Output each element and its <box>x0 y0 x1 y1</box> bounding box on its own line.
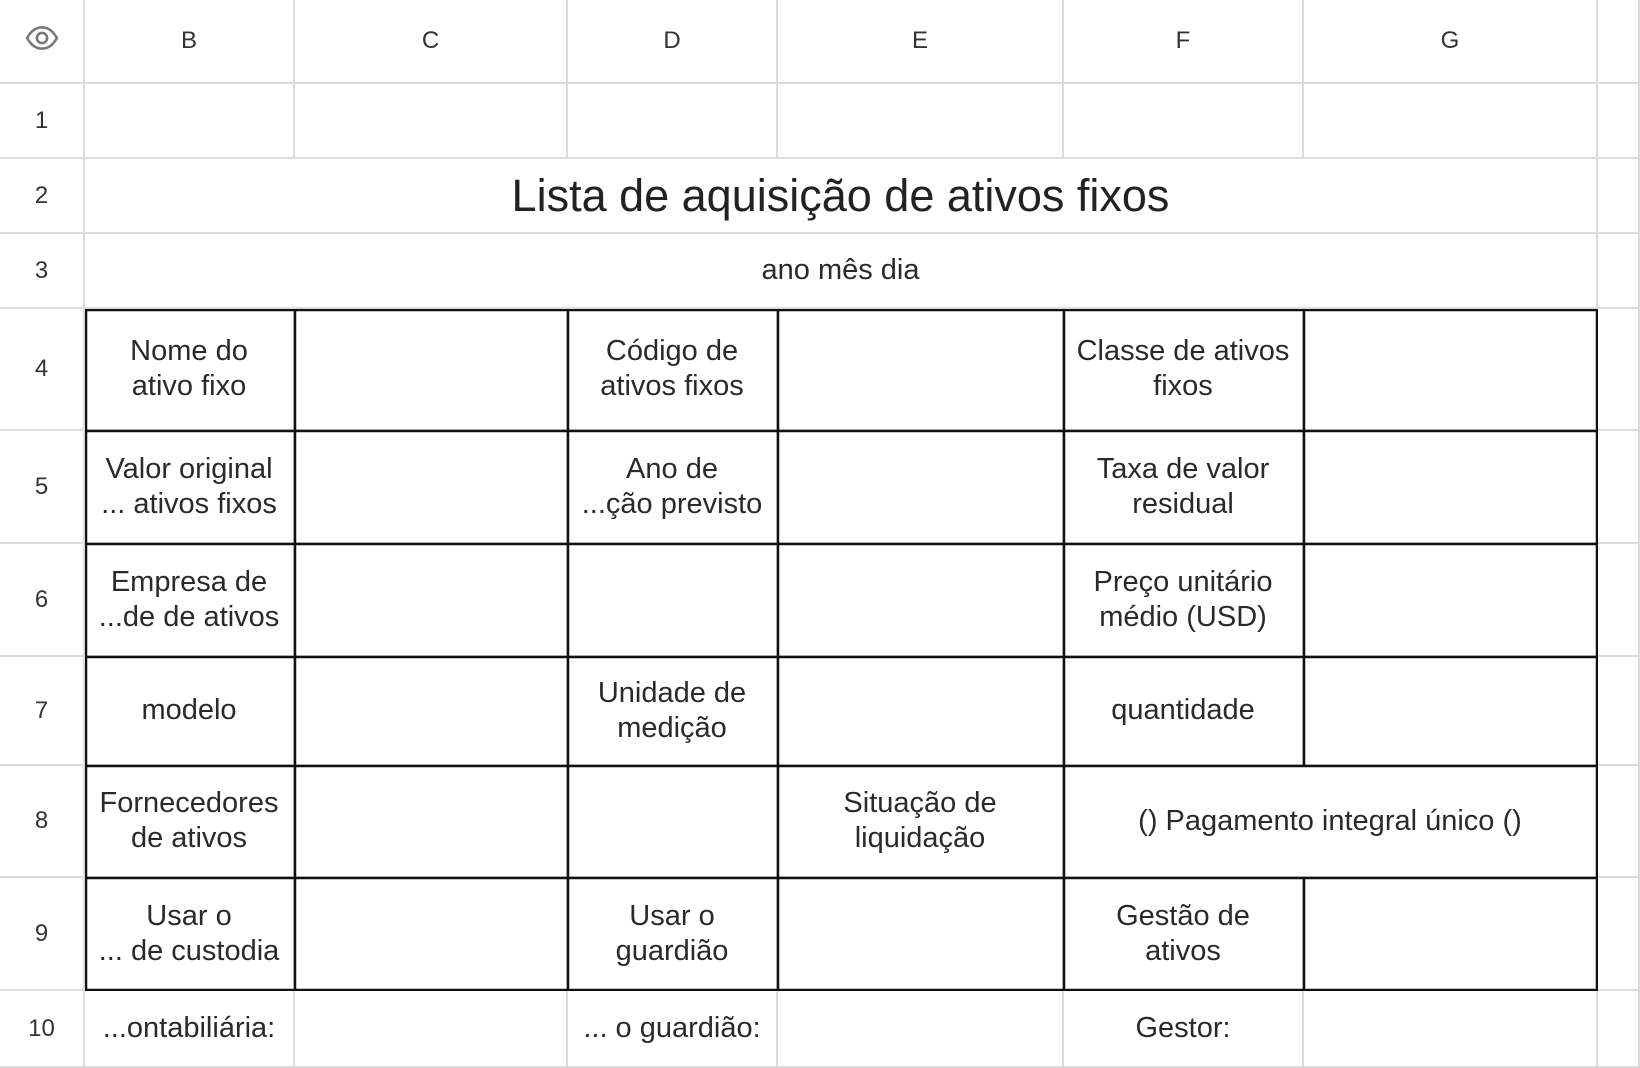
cell-h6[interactable] <box>1598 544 1640 657</box>
input-average-unit-price[interactable] <box>1304 544 1598 657</box>
label-line: Preço unitário <box>1093 565 1273 598</box>
row-header-8[interactable]: 8 <box>0 766 85 878</box>
cell-h7[interactable] <box>1598 657 1640 766</box>
column-header-b[interactable]: B <box>85 0 295 84</box>
row-header-4[interactable]: 4 <box>0 309 85 431</box>
label-original-value[interactable] <box>85 431 295 544</box>
cell-f1[interactable] <box>1064 84 1304 159</box>
label-line: médio (USD) <box>1099 600 1267 633</box>
label-line: Unidade de <box>597 676 747 709</box>
input-asset-class[interactable] <box>1304 309 1598 431</box>
label-asset-name[interactable] <box>85 309 295 431</box>
row-header-2[interactable]: 2 <box>0 159 85 234</box>
cell-h9[interactable] <box>1598 878 1640 991</box>
label-guardian-use[interactable] <box>568 878 778 991</box>
label-asset-company[interactable] <box>85 544 295 657</box>
label-manager-signature[interactable]: Gestor: <box>1064 991 1304 1068</box>
row-header-9[interactable]: 9 <box>0 878 85 991</box>
row-header-7[interactable]: 7 <box>0 657 85 766</box>
payment-option-cell[interactable]: () Pagamento integral único () <box>1064 766 1598 878</box>
label-line: Ano de <box>626 452 718 485</box>
label-accounting-signature[interactable]: ...ontabiliária: <box>85 991 295 1068</box>
input-quantity[interactable] <box>1304 657 1598 766</box>
label-asset-suppliers[interactable] <box>85 766 295 878</box>
row-header-6[interactable]: 6 <box>0 544 85 657</box>
column-header-g[interactable]: G <box>1304 0 1598 84</box>
column-header-blank <box>1598 0 1640 84</box>
label-line: medição <box>617 711 727 744</box>
label-line: ativo fixo <box>131 370 247 402</box>
input-residual-rate[interactable] <box>1304 431 1598 544</box>
label-line: liquidação <box>854 822 986 854</box>
input-model[interactable] <box>295 657 568 766</box>
column-header-e[interactable]: E <box>778 0 1064 84</box>
cell-h5[interactable] <box>1598 431 1640 544</box>
label-asset-class[interactable] <box>1064 309 1304 431</box>
sheet-title[interactable]: Lista de aquisição de ativos fixos <box>85 159 1598 234</box>
column-header-c[interactable]: C <box>295 0 568 84</box>
column-header-f[interactable]: F <box>1064 0 1304 84</box>
label-line: Taxa de valor <box>1096 452 1270 485</box>
cell-e6[interactable] <box>778 544 1064 657</box>
input-expected-year[interactable] <box>778 431 1064 544</box>
visibility-toggle[interactable] <box>0 0 85 84</box>
column-header-d[interactable]: D <box>568 0 778 84</box>
label-line: Empresa de <box>110 565 268 598</box>
cell-g10[interactable] <box>1304 991 1598 1068</box>
input-asset-management[interactable] <box>1304 878 1598 991</box>
label-quantity[interactable]: quantidade <box>1064 657 1304 766</box>
input-asset-company[interactable] <box>295 544 568 657</box>
cell-h10[interactable] <box>1598 991 1640 1068</box>
cell-g1[interactable] <box>1304 84 1598 159</box>
cell-h1[interactable] <box>1598 84 1640 159</box>
cell-d6[interactable] <box>568 544 778 657</box>
sheet-date-line[interactable]: ano mês dia <box>85 234 1598 309</box>
cell-h8[interactable] <box>1598 766 1640 878</box>
input-asset-code[interactable] <box>778 309 1064 431</box>
row-header-5[interactable]: 5 <box>0 431 85 544</box>
cell-c1[interactable] <box>295 84 568 159</box>
label-line: residual <box>1132 487 1234 520</box>
label-line: Fornecedores <box>99 787 279 819</box>
label-line: ativos <box>1145 934 1221 967</box>
cell-d1[interactable] <box>568 84 778 159</box>
label-line: Usar o <box>629 899 715 932</box>
label-line: Gestão de <box>1116 899 1250 932</box>
label-settlement-status[interactable] <box>778 766 1064 878</box>
cell-e1[interactable] <box>778 84 1064 159</box>
input-original-value[interactable] <box>295 431 568 544</box>
cell-h4[interactable] <box>1598 309 1640 431</box>
input-custody-use[interactable] <box>295 878 568 991</box>
label-line: ...ção previsto <box>581 487 763 520</box>
label-model[interactable]: modelo <box>85 657 295 766</box>
row-header-10[interactable]: 10 <box>0 991 85 1068</box>
label-line: Classe de ativos <box>1076 335 1290 367</box>
label-line: Código de <box>605 335 739 367</box>
label-line: Valor original <box>105 452 273 485</box>
label-line: guardião <box>615 934 729 967</box>
label-custody-use[interactable] <box>85 878 295 991</box>
label-line: ativos fixos <box>600 370 744 402</box>
cell-e10[interactable] <box>778 991 1064 1068</box>
cell-c10[interactable] <box>295 991 568 1068</box>
cell-h2[interactable] <box>1598 159 1640 234</box>
label-line: de ativos <box>130 822 248 854</box>
label-guardian-signature[interactable]: ... o guardião: <box>568 991 778 1068</box>
label-line: Situação de <box>843 787 997 819</box>
cell-d8[interactable] <box>568 766 778 878</box>
label-asset-code[interactable] <box>568 309 778 431</box>
row-header-3[interactable]: 3 <box>0 234 85 309</box>
label-line: ... de custodia <box>98 934 280 967</box>
input-asset-suppliers[interactable] <box>295 766 568 878</box>
label-line: Usar o <box>146 899 232 932</box>
input-unit-of-measure[interactable] <box>778 657 1064 766</box>
row-header-1[interactable]: 1 <box>0 84 85 159</box>
label-expected-year[interactable] <box>568 431 778 544</box>
cell-b1[interactable] <box>85 84 295 159</box>
label-line: fixos <box>1153 370 1213 402</box>
input-guardian-use[interactable] <box>778 878 1064 991</box>
label-line: ...de de ativos <box>98 600 280 633</box>
label-asset-management[interactable] <box>1064 878 1304 991</box>
eye-icon <box>25 21 59 62</box>
cell-h3[interactable] <box>1598 234 1640 309</box>
label-residual-rate[interactable] <box>1064 431 1304 544</box>
input-asset-name[interactable] <box>295 309 568 431</box>
label-average-unit-price[interactable] <box>1064 544 1304 657</box>
label-unit-of-measure[interactable] <box>568 657 778 766</box>
label-line: ... ativos fixos <box>101 487 277 520</box>
label-line: Nome do <box>130 335 248 367</box>
